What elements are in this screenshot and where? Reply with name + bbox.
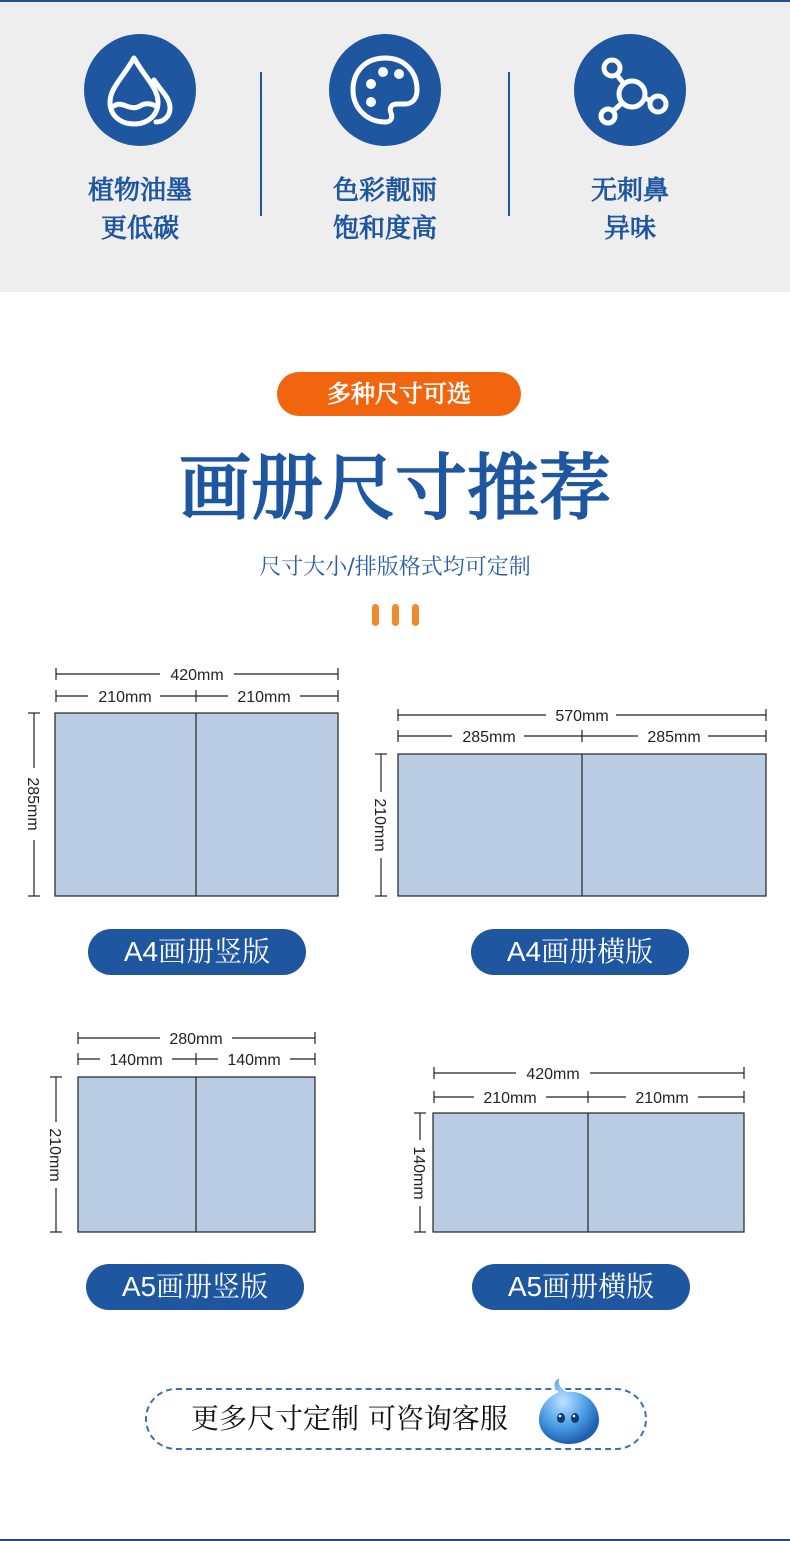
contact-text: 更多尺寸定制 可咨询客服 [191, 1402, 508, 1435]
album-a4-landscape [398, 754, 766, 896]
a4-portrait-total-width: 420mm [170, 667, 224, 684]
feature-line1: 无刺鼻 [590, 176, 669, 206]
a5-landscape-label: A5画册横版 [472, 1264, 690, 1310]
a5-landscape-left-width: 210mm [483, 1090, 537, 1107]
contact-service-banner[interactable] [145, 1388, 647, 1450]
a4-landscape-right-width: 285mm [647, 729, 701, 746]
album-a5-landscape [433, 1113, 744, 1232]
size-options-badge: 多种尺寸可选 [277, 372, 521, 416]
a4-landscape-height: 210mm [371, 798, 388, 852]
a5-landscape-total-width: 420mm [526, 1066, 580, 1083]
a4-landscape-total-width: 570mm [555, 708, 609, 725]
a4-portrait-height: 285mm [24, 777, 41, 831]
a5-portrait-total-width: 280mm [169, 1031, 223, 1048]
a4-portrait-label: A4画册竖版 [88, 929, 306, 975]
a5-portrait-right-width: 140mm [227, 1052, 281, 1069]
feature-no-odor [530, 34, 730, 248]
a5-portrait-height: 210mm [46, 1128, 63, 1182]
a5-landscape-height: 140mm [410, 1146, 427, 1200]
dot [412, 604, 419, 626]
a5-portrait-left-width: 140mm [109, 1052, 163, 1069]
a4-portrait-left-width: 210mm [98, 689, 152, 706]
a4-landscape-label: A4画册横版 [471, 929, 689, 975]
feature-divider [508, 72, 510, 216]
a5-portrait-label: A5画册竖版 [86, 1264, 304, 1310]
album-a4-portrait [55, 713, 338, 896]
page-subtitle: 尺寸大小/排版格式均可定制 [259, 555, 531, 580]
page-title: 画册尺寸推荐 [178, 446, 611, 530]
feature-line1: 植物油墨 [87, 176, 192, 206]
feature-line2: 异味 [603, 214, 656, 244]
water-drops-icon [84, 34, 196, 146]
feature-line1: 色彩靓丽 [332, 176, 437, 206]
a5-landscape-right-width: 210mm [635, 1090, 689, 1107]
decorative-dots [372, 604, 420, 628]
mascot-icon [537, 1376, 601, 1446]
feature-line2: 饱和度高 [332, 214, 437, 244]
palette-icon [329, 34, 441, 146]
features-band [0, 2, 790, 292]
a4-landscape-left-width: 285mm [462, 729, 516, 746]
album-size-diagrams [0, 650, 790, 1350]
molecule-icon [574, 34, 686, 146]
feature-divider [260, 72, 262, 216]
feature-vivid-color [285, 34, 485, 248]
a4-portrait-right-width: 210mm [237, 689, 291, 706]
album-a5-portrait [78, 1077, 315, 1232]
feature-plant-ink [40, 34, 240, 248]
dot [372, 604, 379, 626]
dot [392, 604, 399, 626]
feature-line2: 更低碳 [100, 214, 179, 244]
